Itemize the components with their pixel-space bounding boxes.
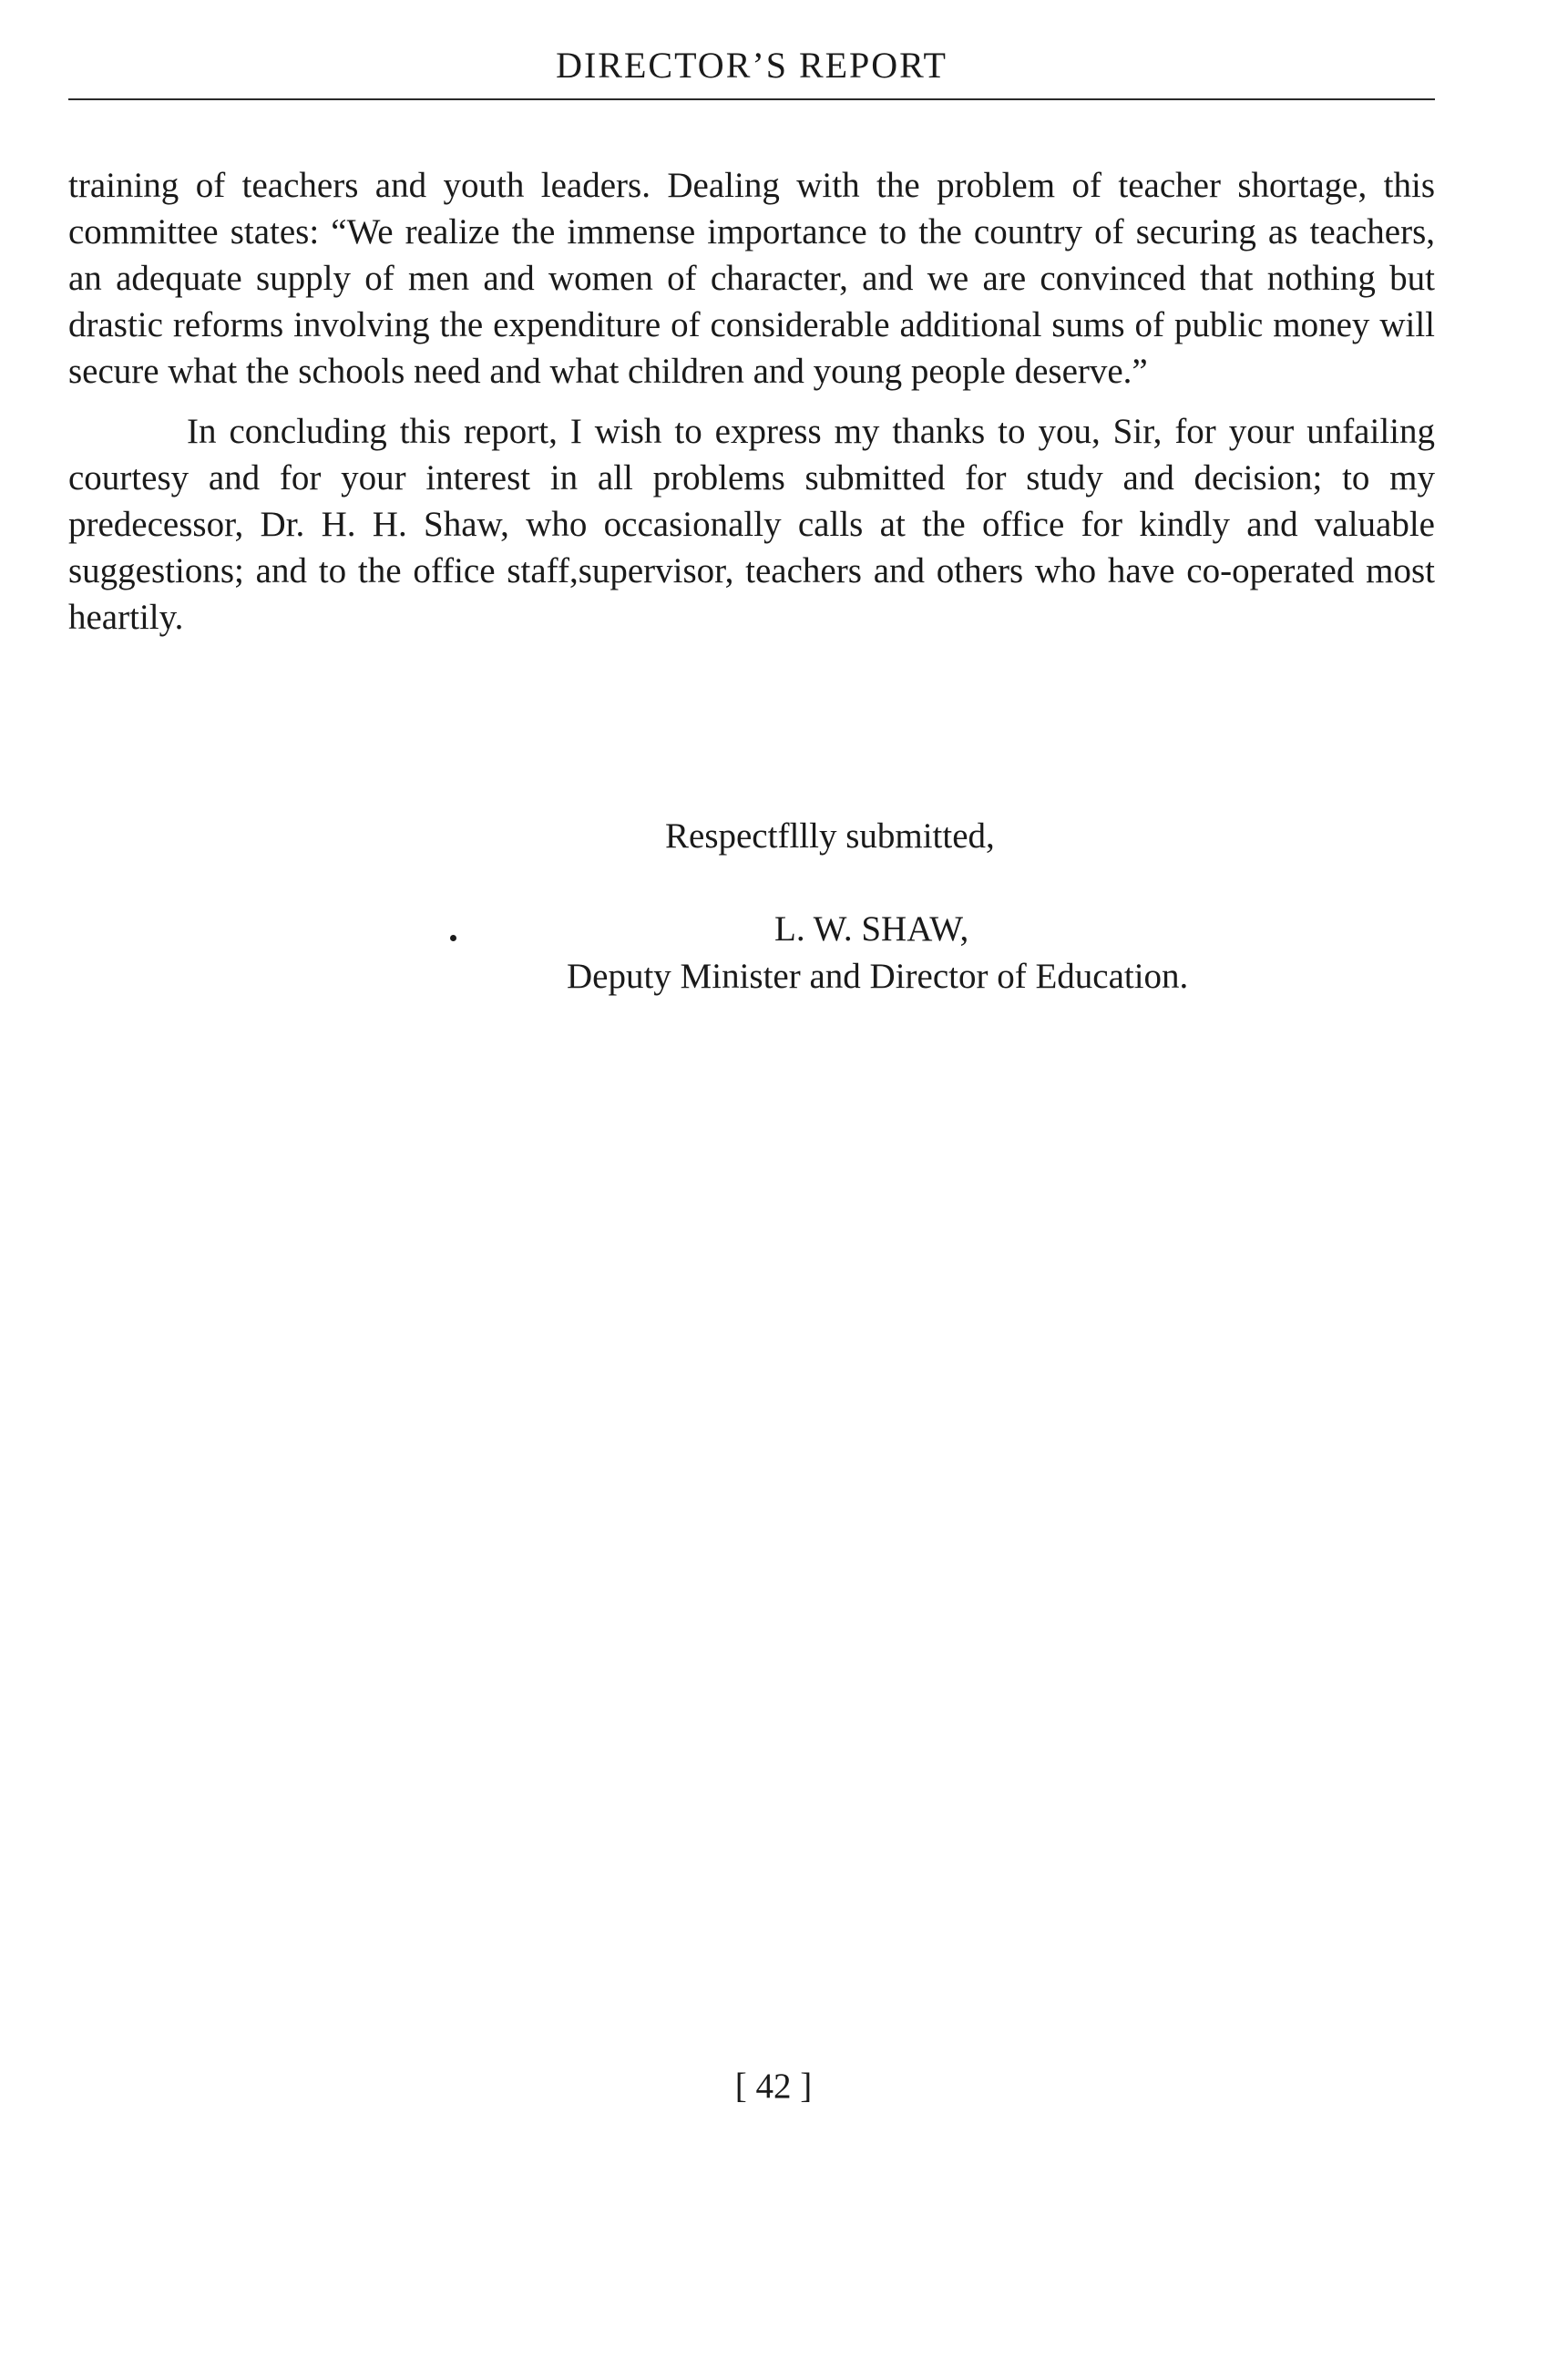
running-title: DIRECTOR’S REPORT: [556, 45, 948, 86]
print-speck: [450, 935, 456, 941]
valediction: Respectfllly submitted,: [665, 816, 995, 856]
paragraph-continuation: training of teachers and youth leaders. Dealing with the problem of teacher shortage, this committee states: “We realize the immense importance to the country of securing as teachers, an adequate supply of men and women of character, and we are convinced that nothing but drastic reforms involving the expenditure of considerable additional sums of public money will secure what the schools need and what children and young people deserve.”: [68, 166, 1435, 391]
signatory-title: Deputy Minister and Director of Education.: [567, 957, 1189, 996]
header-rule: [68, 98, 1435, 100]
paragraph-concluding: In concluding this report, I wish to express my thanks to you, Sir, for your unfailing courtesy and for your interest in all problems submitted for study and decision; to my predecessor, Dr. H. H. Shaw, who occasionally calls at the office for kindly and valuable suggestions; and to the office staff,supervisor, teachers and others who have co-operated most heartily.: [68, 412, 1435, 637]
page-number: [ 42 ]: [734, 2067, 813, 2106]
body-text: [68, 162, 1435, 641]
signatory-name: L. W. SHAW,: [774, 909, 969, 949]
